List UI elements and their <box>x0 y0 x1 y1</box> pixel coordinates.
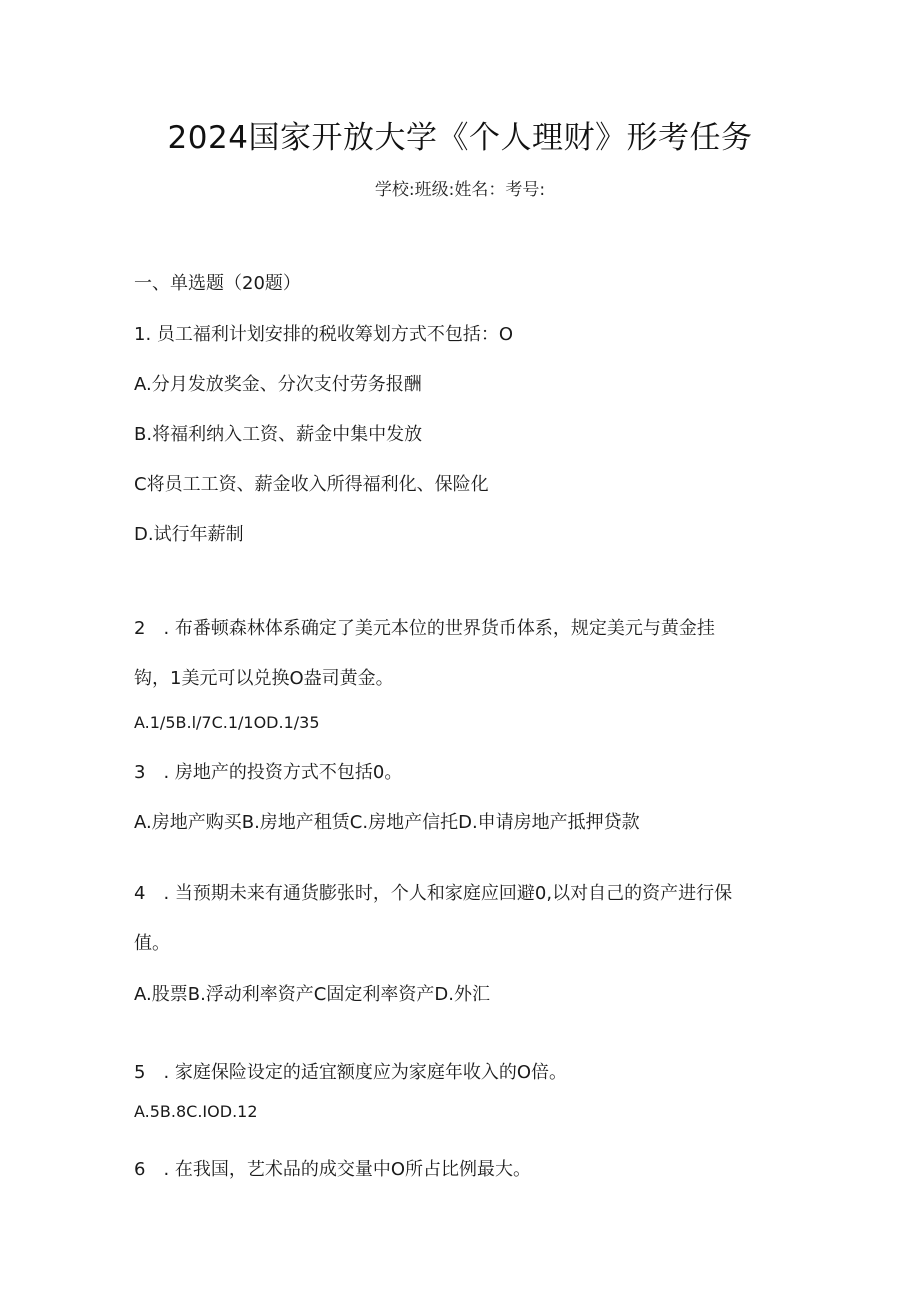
question-4-stem-line-2: 值。 <box>134 933 170 954</box>
question-3-stem: 3 . 房地产的投资方式不包括0。 <box>134 762 403 783</box>
question-4-options: A.股票B.浮动利率资产C固定利率资产D.外汇 <box>134 984 490 1005</box>
question-3-options: A.房地产购买B.房地产租赁C.房地产信托D.申请房地产抵押贷款 <box>134 812 640 833</box>
page-title: 2024国家开放大学《个人理财》形考任务 <box>167 120 753 156</box>
section-heading: 一、单选题（20题） <box>134 273 301 294</box>
question-5-options: A.5B.8C.IOD.12 <box>134 1102 258 1121</box>
question-1-option-b: B.将福利纳入工资、薪金中集中发放 <box>134 424 423 445</box>
question-1-option-a: A.分月发放奖金、分次支付劳务报酬 <box>134 374 422 395</box>
question-2-options: A.1/5B.l/7C.1/1OD.1/35 <box>134 713 320 732</box>
student-info-line: 学校:班级:姓名：考号: <box>374 180 546 200</box>
question-5-stem: 5 . 家庭保险设定的适宜额度应为家庭年收入的O倍。 <box>134 1062 568 1083</box>
question-4-stem-line-1: 4 . 当预期未来有通货膨张时，个人和家庭应回避0,以对自己的资产进行保 <box>134 883 733 904</box>
question-2-stem-line-2: 钩，1美元可以兑换O盎司黄金。 <box>134 668 394 689</box>
question-1-option-d: D.试行年薪制 <box>134 524 244 545</box>
question-1-stem: 1. 员工福利计划安排的税收筹划方式不包括：O <box>134 324 514 345</box>
question-2-stem-line-1: 2 . 布番顿森林体系确定了美元本位的世界货币体系，规定美元与黄金挂 <box>134 618 715 639</box>
question-6-stem: 6 . 在我国，艺术品的成交量中O所占比例最大。 <box>134 1159 532 1180</box>
question-1-option-c: C将员工工资、薪金收入所得福利化、保险化 <box>134 474 489 495</box>
